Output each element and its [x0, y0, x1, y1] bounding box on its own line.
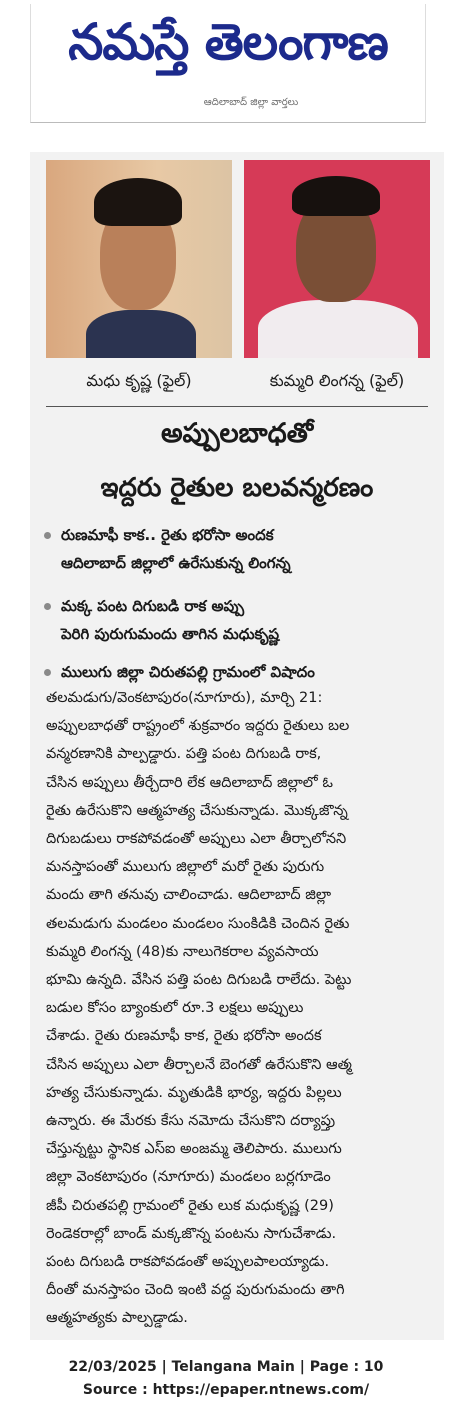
bullet-text: మక్క పంట దిగుబడి రాక అప్పు: [61, 597, 245, 615]
article-line: చేసిన అప్పులు తీర్చేదారి లేక ఆదిలాబాద్ జిల్లాలో ఓ: [46, 774, 333, 791]
bullet-text: ఆదిలాబాద్ జిల్లాలో ఉరేసుకున్న లింగన్న: [61, 554, 291, 572]
bullet-point: [44, 592, 436, 648]
news-clipping: [30, 152, 444, 1340]
masthead: [30, 4, 426, 123]
footer-source-link[interactable]: Source : https://epaper.ntnews.com/: [82, 1382, 370, 1398]
photo-caption: కుమ్మరి లింగన్న (ఫైల్): [269, 371, 405, 390]
photo-caption: మధు కృష్ణ (ఫైల్): [86, 371, 192, 390]
bullet-point: [44, 521, 436, 577]
article-line: పంట దిగుబడి రాకపోవడంతో అప్పులపాలయ్యాడు.: [46, 1254, 330, 1271]
article-line: తలమడుగు/వెంకటాపురం(నూగూరు), మార్చి 21:: [46, 690, 323, 706]
article-line: ఆత్మహత్యకు పాల్పడ్డాడు.: [46, 1310, 188, 1327]
article-body: [46, 684, 432, 1333]
article-line: వన్మరణానికి పాల్పడ్డారు. పత్తి పంట దిగుబడి రాక,: [46, 746, 322, 763]
bullet-icon: [44, 603, 51, 610]
article-line: భూమి ఉన్నది. వేసిన పత్తి పంట దిగుబడి రాలేదు. పెట్టు: [46, 972, 352, 989]
article-line: హత్య చేసుకున్నాడు. మృతుడికి భార్య, ఇద్దరు పిల్లలు: [46, 1084, 342, 1101]
article-line: దిగుబడులు రాకపోవడంతో అప్పులు ఎలా తీర్చాలోనని: [46, 831, 347, 848]
article-line: ఉన్నారు. ఈ మేరకు కేసు నమోదు చేసుకొని దర్యాప్తు: [46, 1113, 336, 1130]
article-line: మనస్తాపంతో ములుగు జిల్లాలో మరో రైతు పురుగు: [46, 859, 325, 876]
bullet-text: పెరిగి పురుగుమందు తాగిన మధుకృష్ణ: [61, 625, 280, 643]
masthead-strip: ఆదిలాబాద్ జిల్లా వార్తలు: [203, 97, 299, 108]
article-line: అప్పులబాధతో రాష్ట్రంలో శుక్రవారం ఇద్దరు రైతులు బల: [46, 718, 350, 735]
article-line: రెండెకరాల్లో బాండ్ మక్కజొన్న పంటను సాగుచేశాడు.: [46, 1225, 337, 1242]
article-line: బడుల కోసం బ్యాంకులో రూ.3 లక్షలు అప్పులు: [46, 1000, 304, 1017]
newspaper-logo: నమస్తే తెలంగాణ: [68, 13, 388, 71]
footer-edition-info: 22/03/2025 | Telangana Main | Page : 10: [68, 1359, 384, 1375]
article-line: కుమ్మరి లింగన్న (48)కు నాలుగెకరాల వ్యవసాయ: [46, 943, 319, 960]
bullet-text: ములుగు జిల్లా చిరుతపల్లి గ్రామంలో విషాదం: [61, 663, 315, 681]
divider: [46, 406, 428, 407]
article-line: దీంతో మనస్తాపం చెంది ఇంటి వద్ద పురుగుమందు తాగి: [46, 1282, 345, 1299]
article-line: జీపీ చిరుతపల్లి గ్రామంలో రైతు లుక మధుకృష్ణ (29): [46, 1197, 334, 1214]
article-line: రైతు ఉరేసుకొని ఆత్మహత్య చేసుకున్నాడు. మొక్కజొన్న: [46, 802, 348, 819]
article-line: తలమడుగు మండలం మండలం సుంకిడికి చెందిన రైతు: [46, 915, 350, 932]
headline-line-1: అప్పులబాధతో: [160, 418, 314, 449]
photo-kummari-lingnna: [244, 160, 430, 358]
article-line: చేశాడు. రైతు రుణమాఫీ కాక, రైతు భరోసా అందక: [46, 1028, 322, 1045]
bullet-icon: [44, 669, 51, 676]
article-line: చేసిన అప్పులు ఎలా తీర్చాలనే బెంగతో ఉరేసుకొని ఆత్మ: [46, 1056, 352, 1073]
bullet-point: [44, 658, 436, 686]
bullet-icon: [44, 532, 51, 539]
article-line: జిల్లా వెంకటాపురం (నూగూరు) మండలం బర్లగూడెం: [46, 1169, 331, 1186]
bullet-text: రుణమాఫీ కాక.. రైతు భరోసా అందక: [61, 526, 274, 544]
article-line: మందు తాగి తనువు చాలించాడు. ఆదిలాబాద్ జిల్లా: [46, 887, 331, 904]
headline-line-2: ఇద్దరు రైతుల బలవన్మరణం: [100, 473, 374, 503]
article-line: చేస్తున్నట్టు స్థానిక ఎస్ఐ అంజమ్మ తెలిపారు. ములుగు: [46, 1141, 342, 1158]
photo-madhu-krishna: [46, 160, 232, 358]
